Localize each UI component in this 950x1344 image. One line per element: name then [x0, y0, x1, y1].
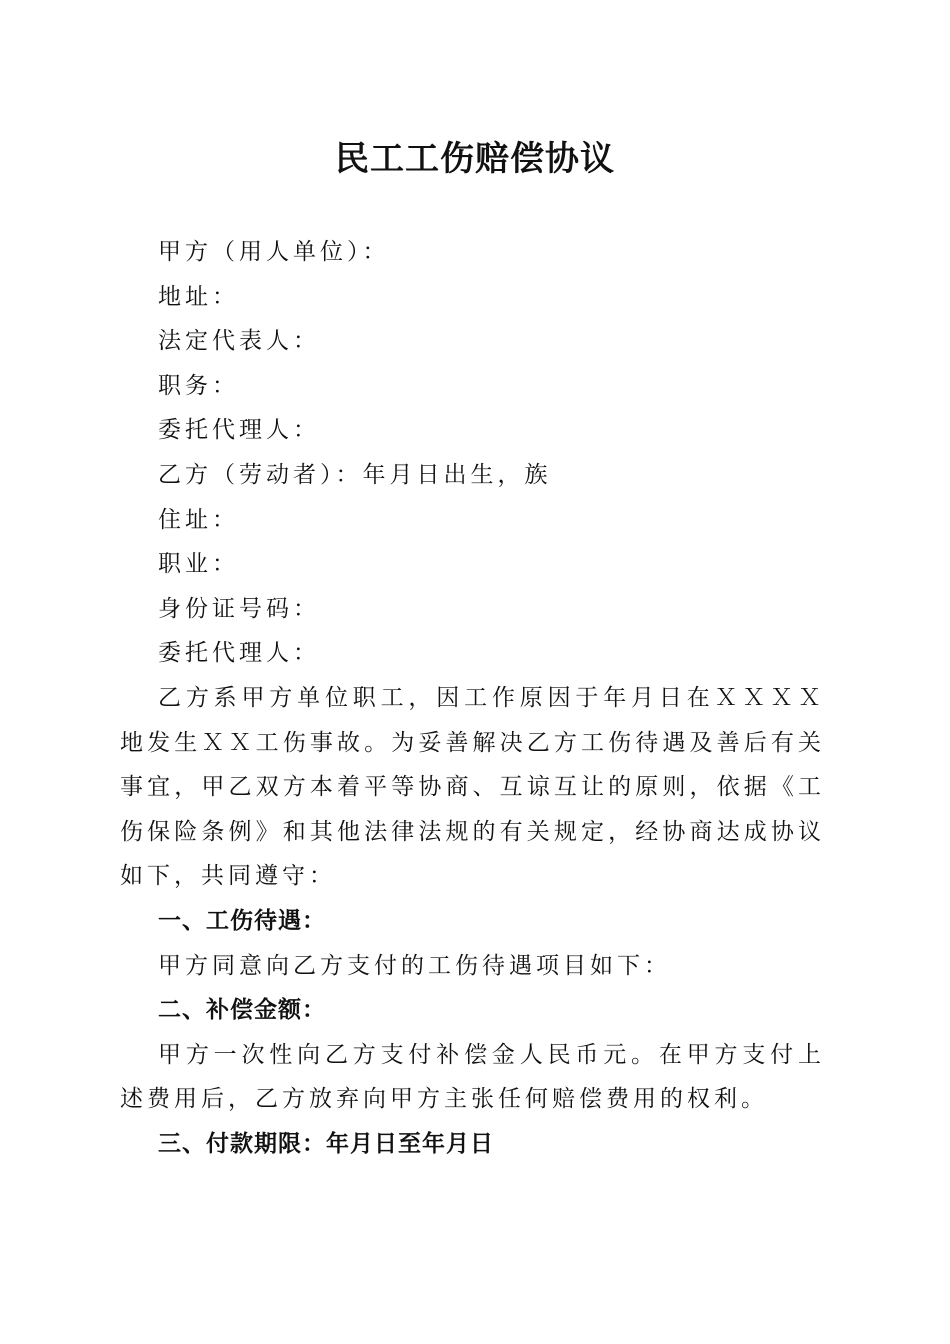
party-b-occupation-field: 职业：	[158, 551, 239, 578]
section-paragraph: 甲方一次性向乙方支付补偿金人民币元。在甲方支付上述费用后，乙方放弃向甲方主张任何赔偿费用的权利。	[120, 1041, 825, 1113]
intro-paragraph: 乙方系甲方单位职工，因工作原因于年月日在ＸＸＸＸ地发生ＸＸ工伤事故。为妥善解决乙方工伤待遇及善后有关事宜，甲乙双方本着平等协商、互谅互让的原则，依据《工伤保险条例》和其他法律法规的有关规定，经协商达成协议如下，共同遵守：	[120, 684, 825, 890]
party-b-name-field: 乙方（劳动者）：年月日出生，族	[158, 461, 552, 488]
party-a-position-field: 职务：	[158, 372, 239, 399]
document-title: 民工工伤赔偿协议	[335, 139, 615, 179]
party-b-agent-field: 委托代理人：	[158, 640, 320, 667]
party-b-address-field: 住址：	[158, 506, 239, 533]
party-a-name-field: 甲方（用人单位）：	[158, 239, 390, 265]
section-heading: 一、工伤待遇：	[158, 907, 326, 934]
section-paragraph: 甲方同意向乙方支付的工伤待遇项目如下：	[158, 952, 671, 979]
section-heading: 二、补偿金额：	[158, 997, 326, 1024]
party-b-id-field: 身份证号码：	[158, 595, 320, 622]
party-a-agent-field: 委托代理人：	[158, 417, 320, 444]
party-a-legal-rep-field: 法定代表人：	[158, 328, 320, 355]
document-body	[120, 230, 825, 1166]
party-a-address-field: 地址：	[158, 283, 239, 310]
section-heading: 三、付款期限：年月日至年月日	[158, 1130, 494, 1157]
